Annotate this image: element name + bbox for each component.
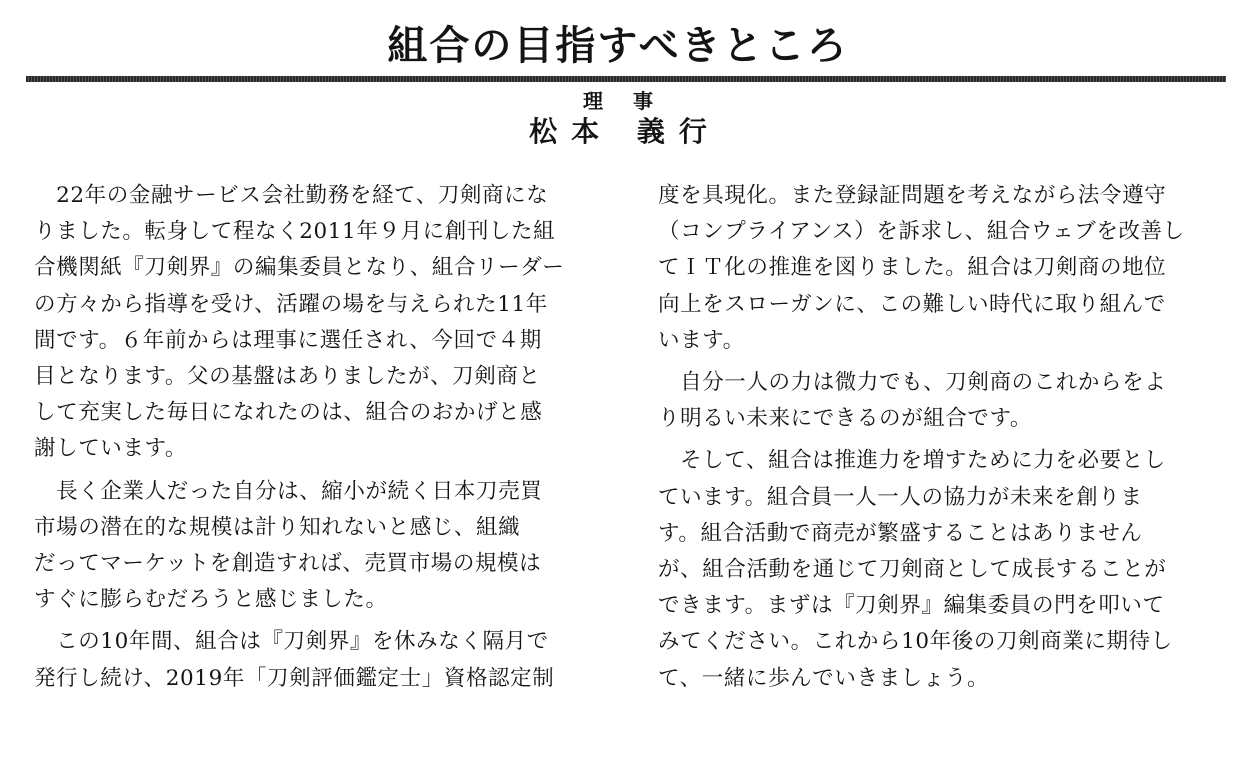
text-line: 自分一人の力は微力でも、刀剣商のこれからをよ [658,370,1167,396]
text-line: できます。まずは『刀剣界』編集委員の門を叩いて [658,593,1165,619]
title-rule [26,76,1226,82]
right-column [658,178,1236,697]
text-line: すぐに膨らむだろうと感じました。 [34,587,388,613]
text-line: 市場の潜在的な規模は計り知れないと感じ、組織 [34,514,521,540]
text-line: 合機関紙『刀剣界』の編集委員となり、組合リーダー [34,255,565,281]
text-line: てＩＴ化の推進を図りました。組合は刀剣商の地位 [658,255,1167,281]
text-line: 22年の金融サービス会社勤務を経て、刀剣商にな [34,183,549,208]
text-line: この10年間、組合は『刀剣界』を休みなく隔月で [34,629,549,655]
text-line: が、組合活動を通じて刀剣商として成長することが [658,557,1167,583]
text-line: （コンプライアンス）を訴求し、組合ウェブを改善し [658,219,1185,245]
article-title: 組合の目指すべきところ [387,23,849,69]
author-role: 理事 [583,89,683,113]
text-line: りました。転身して程なく2011年９月に創刊した組 [34,219,556,245]
text-line: り明るい未来にできるのが組合です。 [658,406,1032,432]
text-line: 謝しています。 [34,436,187,462]
text-line: だってマーケットを創造すれば、売買市場の規模は [34,551,542,577]
text-line: ています。組合員一人一人の協力が未来を創りま [658,484,1143,510]
text-line: の方々から指導を受け、活躍の場を与えられた11年 [34,291,548,317]
text-line: 発行し続け、2019年「刀剣評価鑑定士」資格認定制 [34,665,555,691]
left-column [34,178,614,697]
text-line: みてください。これから10年後の刀剣商業に期待し [658,629,1173,655]
author-name: 松本 義行 [529,115,721,148]
text-line: 向上をスローガンに、この難しい時代に取り組んで [658,291,1166,317]
text-line: 間です。６年前からは理事に選任され、今回で４期 [34,327,542,353]
text-line: て、一緒に歩んでいきましょう。 [658,665,990,691]
text-line: 長く企業人だった自分は、縮小が続く日本刀売買 [34,478,543,504]
text-line: 度を具現化。また登録証問題を考えながら法令遵守 [658,183,1167,208]
text-line: 目となります。父の基盤はありましたが、刀剣商と [34,364,541,390]
text-line: す。組合活動で商売が繁盛することはありません [658,520,1143,546]
text-line: います。 [658,327,745,353]
text-line: そして、組合は推進力を増すために力を必要とし [658,448,1166,474]
text-line: して充実した毎日になれたのは、組合のおかげと感 [34,400,543,426]
